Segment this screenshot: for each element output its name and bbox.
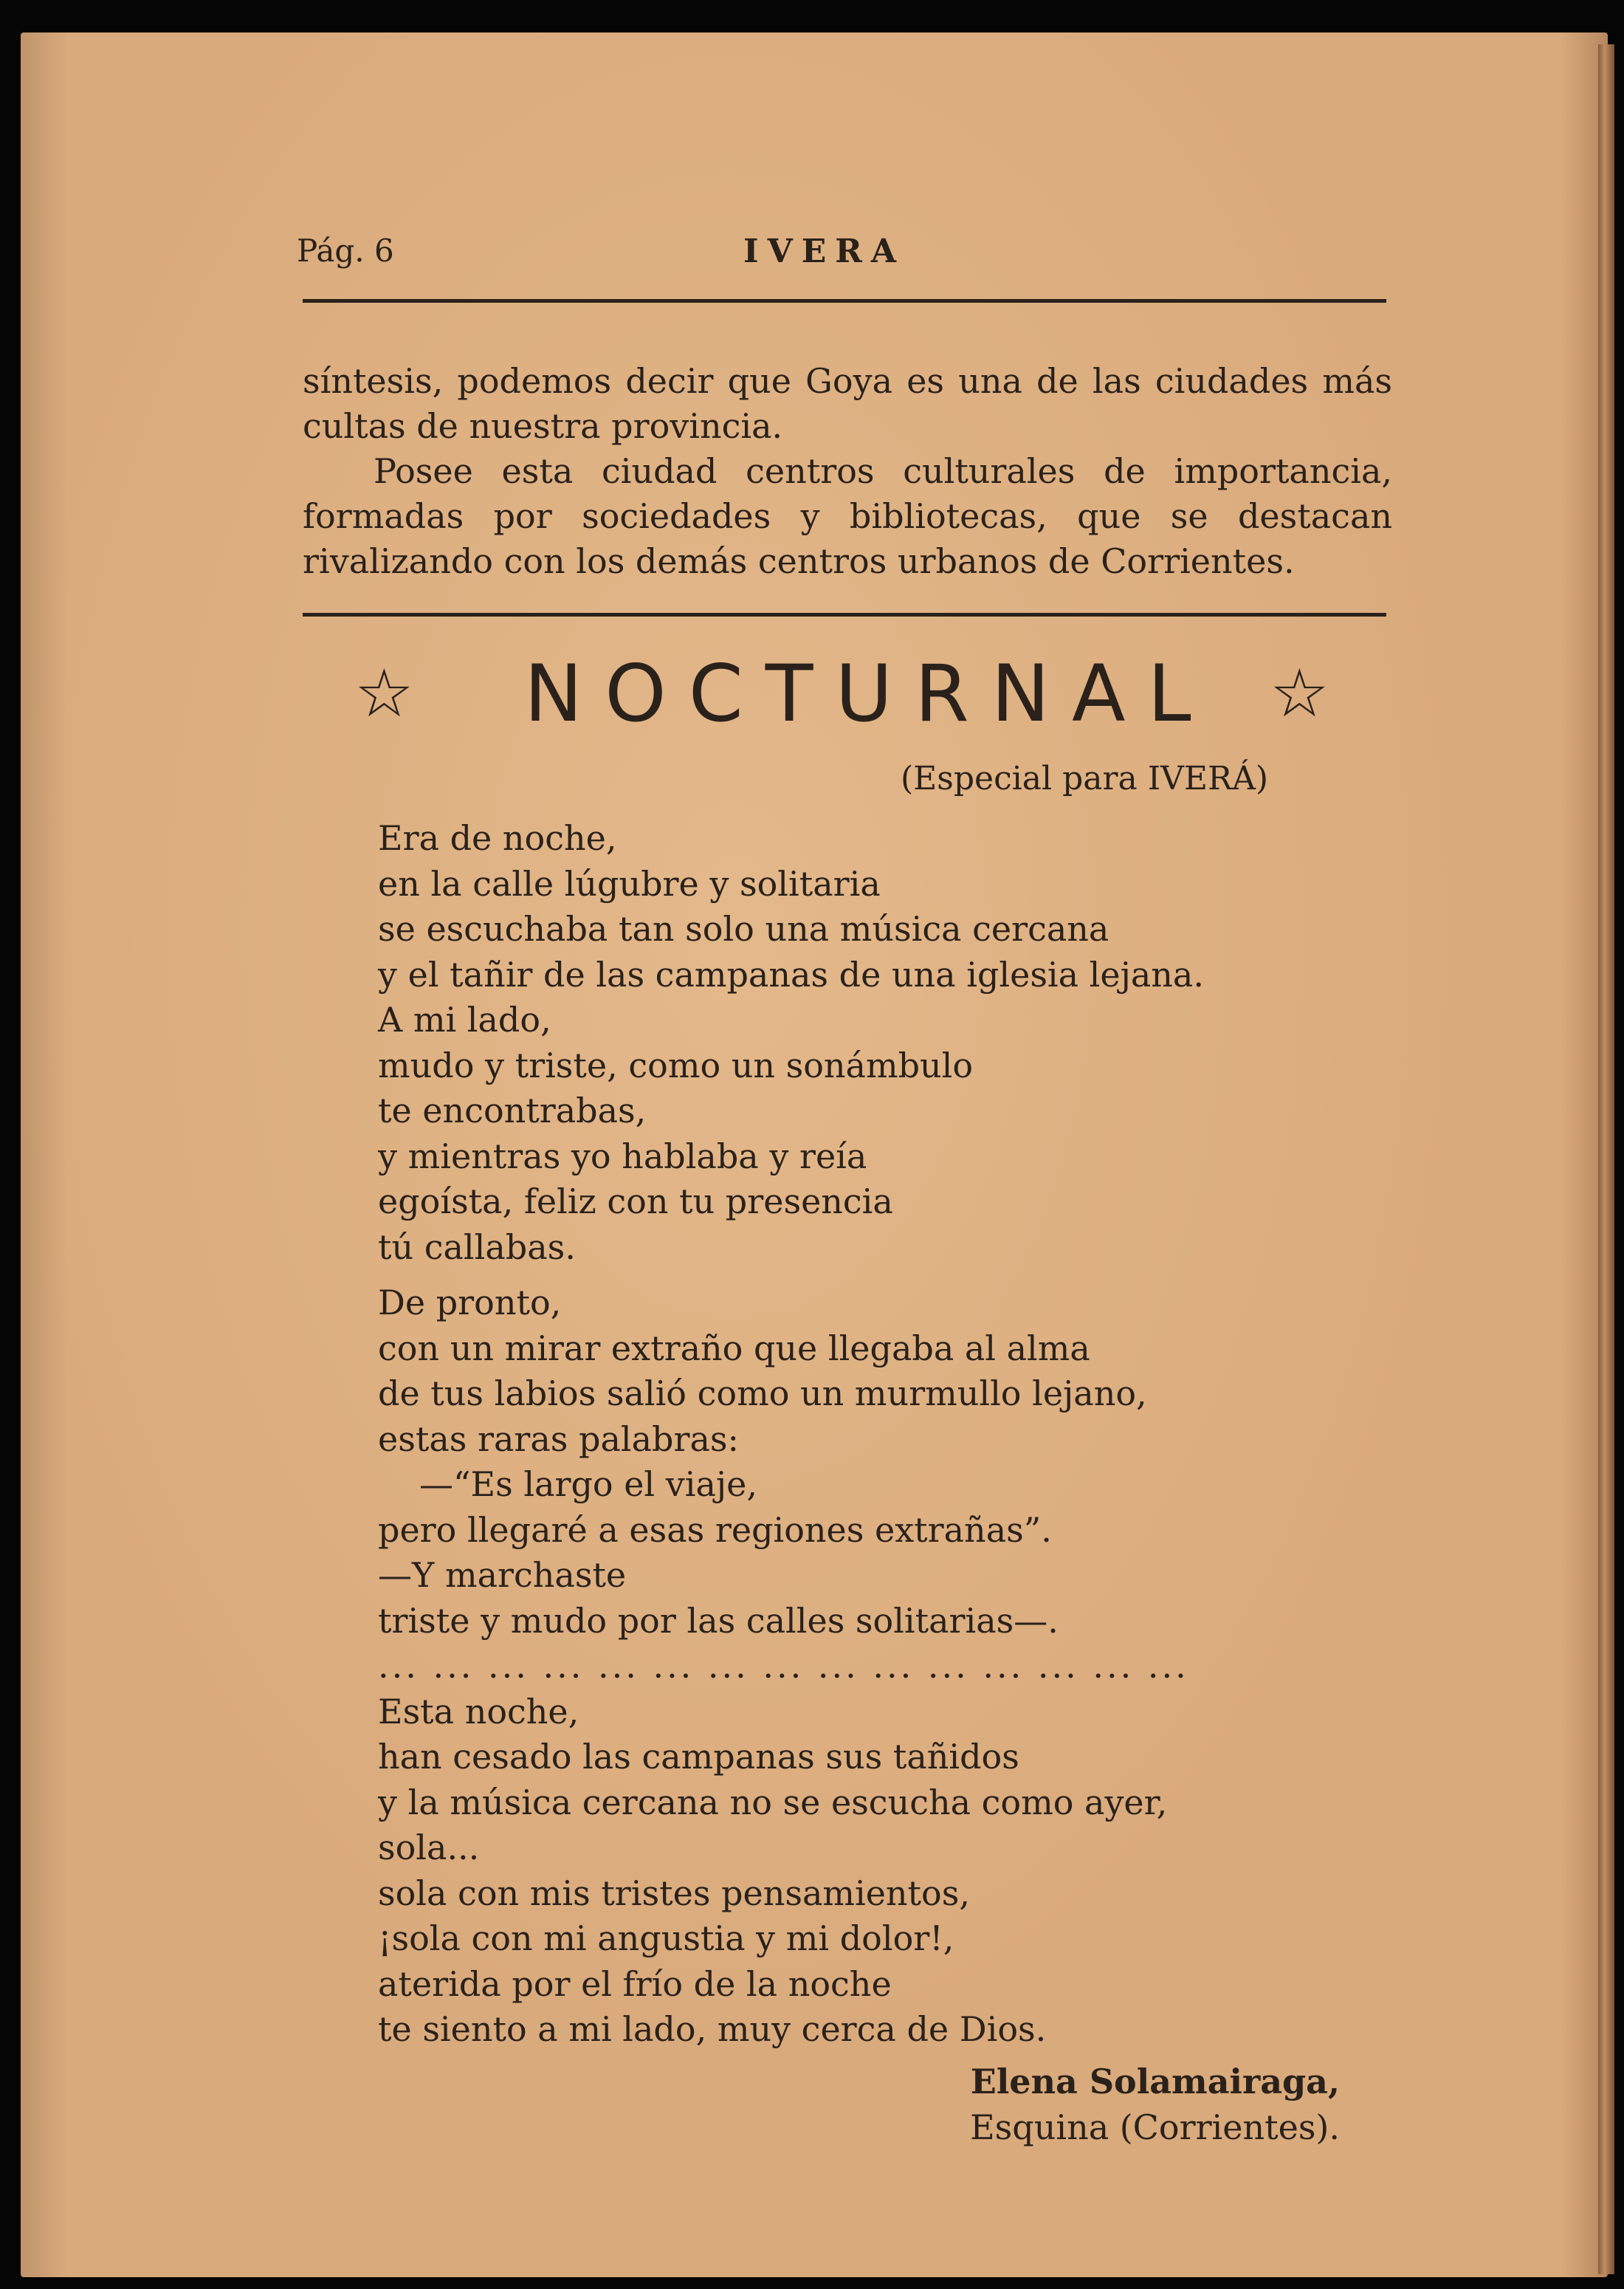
- poem-line: y la música cercana no se escucha como ayer,: [378, 1782, 1168, 1822]
- star-icon: ☆: [354, 655, 414, 732]
- poem-line: egoísta, feliz con tu presencia: [378, 1181, 893, 1221]
- poem-line: en la calle lúgubre y solitaria: [378, 863, 881, 904]
- poem-line: y mientras yo hablaba y reía: [378, 1136, 867, 1176]
- poem-line: sola...: [378, 1828, 480, 1867]
- poem-line: te encontrabas,: [378, 1091, 647, 1130]
- poem-line: mudo y triste, como un sonámbulo: [378, 1045, 974, 1085]
- intro-text: [303, 359, 1392, 584]
- poem-line: De pronto,: [378, 1283, 562, 1322]
- poem-line: —“Es largo el viaje,: [419, 1464, 758, 1504]
- poem-line: aterida por el frío de la noche: [378, 1963, 892, 2004]
- intro-paragraph-2: Posee esta ciudad centros culturales de importancia, formadas por sociedades y bibliotecas, que se destacan rivalizando con los demás centros urbanos de Corrientes.: [303, 451, 1392, 581]
- masthead-title: IVERA: [743, 233, 905, 270]
- author-name: Elena Solamairaga,: [970, 2062, 1340, 2101]
- poem-title: NOCTURNAL: [524, 648, 1214, 739]
- poem-line: y el tañir de las campanas de una iglesia lejana.: [378, 954, 1204, 995]
- poem-line: han cesado las campanas sus tañidos: [378, 1737, 1019, 1777]
- intro-paragraph-1: síntesis, podemos decir que Goya es una de las ciudades más cultas de nuestra provincia.: [303, 361, 1392, 446]
- page-header: [297, 233, 1386, 277]
- poem-signature: [812, 2059, 1340, 2150]
- poem-line: ¡sola con mi angustia y mi dolor!,: [378, 1918, 954, 1958]
- poem-line: te siento a mi lado, muy cerca de Dios.: [378, 2009, 1047, 2049]
- poem-line: A mi lado,: [378, 1000, 551, 1040]
- star-icon: ☆: [1270, 655, 1329, 732]
- poem-title-row: [354, 650, 1358, 738]
- page-spine-edge: [1598, 44, 1614, 2274]
- header-rule: [303, 299, 1386, 303]
- poem-line: —Y marchaste: [378, 1555, 627, 1595]
- poem-line: tú callabas.: [378, 1226, 576, 1267]
- poem-line: Esta noche,: [378, 1691, 579, 1732]
- section-rule: [303, 613, 1386, 617]
- poem-line: sola con mis tristes pensamientos,: [378, 1873, 970, 1913]
- poem-line: Era de noche,: [378, 818, 617, 858]
- poem-subtitle: (Especial para IVERÁ): [901, 760, 1269, 797]
- page-number: Pág. 6: [297, 233, 394, 269]
- poem-line: pero llegaré a esas regiones extrañas”.: [378, 1509, 1052, 1550]
- ellipsis-divider: ... ... ... ... ... ... ... ... ... ... ... ... ... ... ...: [378, 1646, 1189, 1686]
- poem-line: triste y mudo por las calles solitarias—.: [378, 1600, 1059, 1641]
- poem-line: estas raras palabras:: [378, 1418, 739, 1459]
- author-location: Esquina (Corrientes).: [970, 2107, 1340, 2147]
- poem-line: con un mirar extraño que llegaba al alma: [378, 1328, 1090, 1368]
- poem-line: de tus labios salió como un murmullo lejano,: [378, 1373, 1147, 1413]
- poem-line: se escuchaba tan solo una música cercana: [378, 909, 1109, 949]
- poem-body: [378, 816, 1411, 2053]
